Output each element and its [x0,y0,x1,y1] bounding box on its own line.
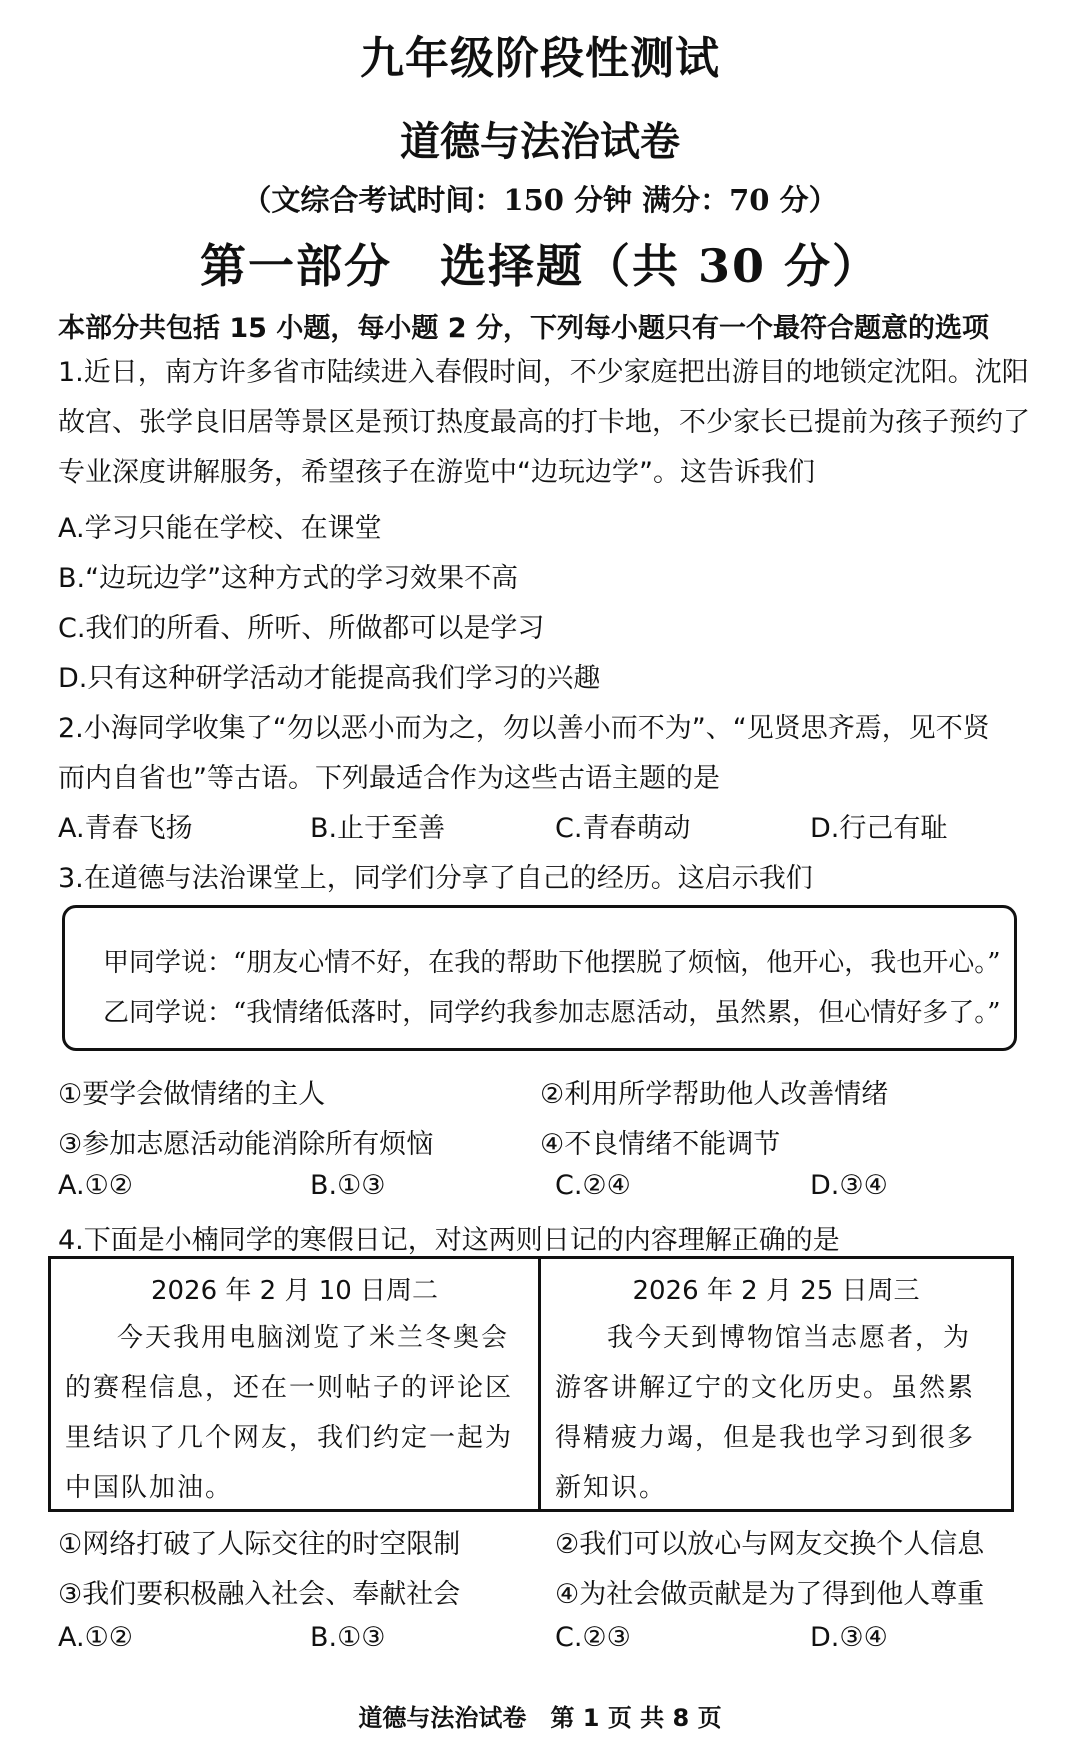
q3-statement-3: ③参加志愿活动能消除所有烦恼 [58,1129,434,1160]
q4-statement-3: ③我们要积极融入社会、奉献社会 [58,1579,461,1610]
q2-stem-line2: 而内自省也”等古语。下列最适合作为这些古语主题的是 [58,763,720,794]
q1-option-a: A.学习只能在学校、在课堂 [58,513,382,544]
q1-option-c: C.我们的所看、所听、所做都可以是学习 [58,613,545,644]
q3-statement-2: ②利用所学帮助他人改善情绪 [540,1079,889,1110]
q3-option-a: A.①② [58,1170,133,1201]
q2-stem-line1: 2.小海同学收集了“勿以恶小而为之，勿以善小而不为”、“见贤思齐焉，见不贤 [58,713,990,744]
exam-info: （文综合考试时间：150 分钟 满分：70 分） [242,183,838,217]
q3-quote-2: 乙同学说：“我情绪低落时，同学约我参加志愿活动，虽然累，但心情好多了。” [103,998,1001,1028]
q1-option-b: B.“边玩边学”这种方式的学习效果不高 [58,563,519,594]
q4-option-b: B.①③ [310,1622,386,1653]
q4-statement-2: ②我们可以放心与网友交换个人信息 [555,1529,985,1560]
q3-option-b: B.①③ [310,1170,386,1201]
diary-entry-2 [541,1259,1011,1509]
page-footer: 道德与法治试卷 第 1 页 共 8 页 [358,1704,722,1732]
q3-statement-1: ①要学会做情绪的主人 [58,1079,326,1110]
q3-quote-1: 甲同学说：“朋友心情不好，在我的帮助下他摆脱了烦恼，他开心，我也开心。” [103,948,1001,978]
q3-option-d: D.③④ [810,1170,888,1201]
q3-quote-box [62,905,1017,1051]
diary-1-text: 今天我用电脑浏览了米兰冬奥会的赛程信息，还在一则帖子的评论区里结识了几个网友，我们约定一起为中国队加油。 [65,1323,514,1503]
q4-diary-box [48,1256,1014,1512]
q3-stem: 3.在道德与法治课堂上，同学们分享了自己的经历。这启示我们 [58,863,813,894]
q4-option-a: A.①② [58,1622,133,1653]
diary-2-date: 2026 年 2 月 25 日周三 [632,1276,920,1306]
q4-statement-1: ①网络打破了人际交往的时空限制 [58,1529,461,1560]
q1-option-d: D.只有这种研学活动才能提高我们学习的兴趣 [58,663,601,694]
instructions: 本部分共包括 15 小题，每小题 2 分，下列每小题只有一个最符合题意的选项 [58,313,989,344]
q1-stem: 1.近日，南方许多省市陆续进入春假时间，不少家庭把出游目的地锁定沈阳。沈阳故宫、张学良旧居等景区是预订热度最高的打卡地，不少家长已提前为孩子预约了专业深度讲解服务，希望孩子在游览中“边玩边学”。这告诉我们 [58,357,1030,488]
q4-stem: 4.下面是小楠同学的寒假日记，对这两则日记的内容理解正确的是 [58,1225,840,1256]
q2-option-a: A.青春飞扬 [58,813,193,844]
q2-option-c: C.青春萌动 [555,813,691,844]
exam-title: 九年级阶段性测试 [360,33,720,84]
q3-option-c: C.②④ [555,1170,631,1201]
section-title: 第一部分 选择题（共 30 分） [199,239,881,293]
q4-statement-4: ④为社会做贡献是为了得到他人尊重 [555,1579,985,1610]
q3-statement-4: ④不良情绪不能调节 [540,1129,781,1160]
q2-option-b: B.止于至善 [310,813,446,844]
q4-option-c: C.②③ [555,1622,631,1653]
diary-2-text: 我今天到博物馆当志愿者，为游客讲解辽宁的文化历史。虽然累得精疲力竭，但是我也学习到很多新知识。 [555,1323,976,1503]
diary-1-date: 2026 年 2 月 10 日周二 [150,1276,439,1306]
diary-entry-1 [51,1259,541,1509]
q2-option-d: D.行己有耻 [810,813,948,844]
q4-option-d: D.③④ [810,1622,888,1653]
subject-title: 道德与法治试卷 [400,118,680,165]
